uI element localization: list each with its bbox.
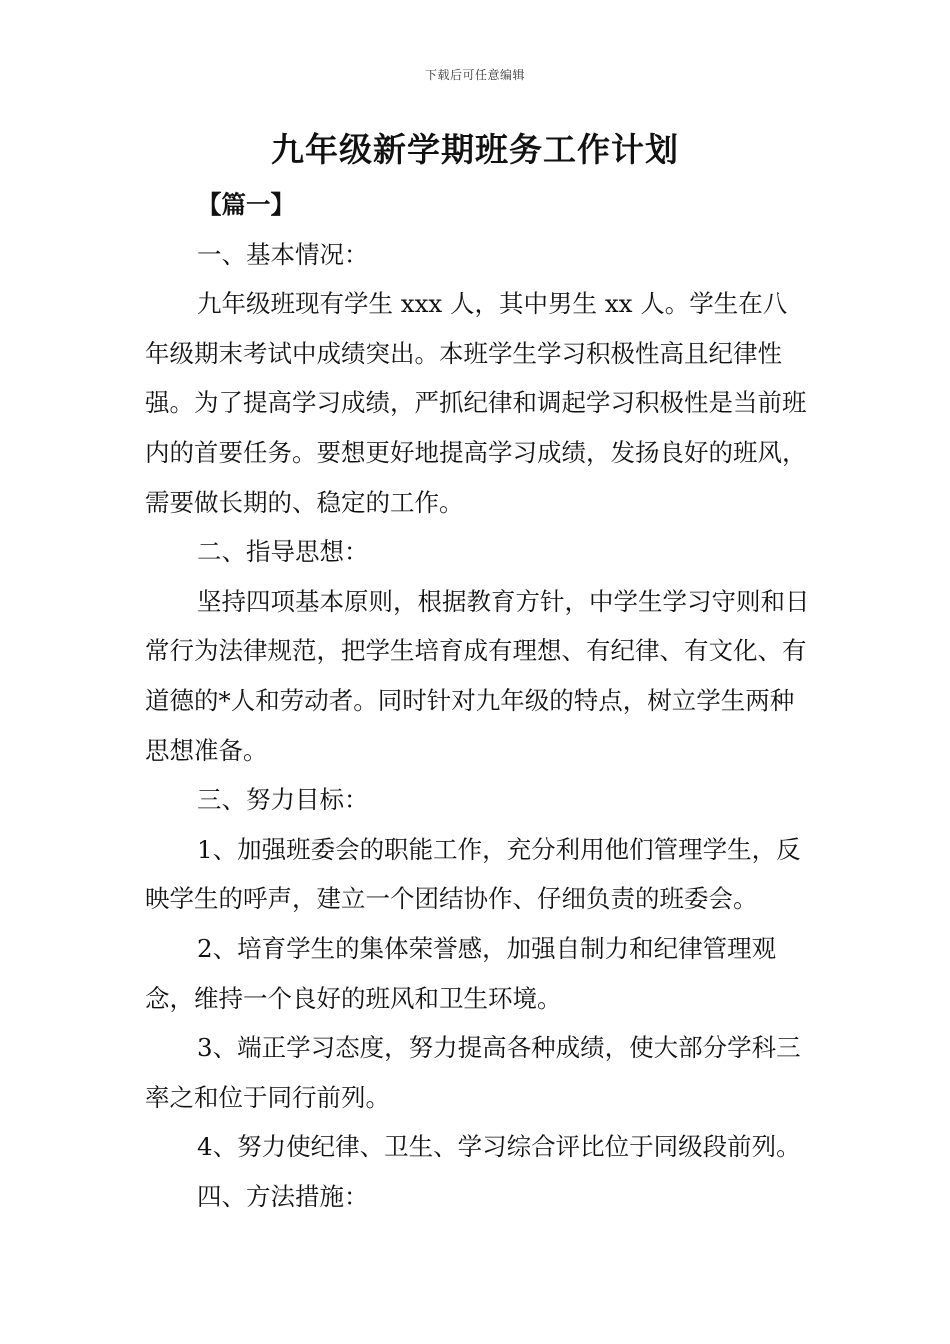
document-body bbox=[145, 180, 811, 1221]
section-heading-basic-situation: 一、基本情况： bbox=[197, 239, 369, 269]
goal-item-2: 2、培育学生的集体荣誉感，加强自制力和纪律管理观念，维持一个良好的班风和卫生环境。 bbox=[145, 933, 777, 1013]
goal-item-3: 3、端正学习态度，努力提高各种成绩，使大部分学科三率之和位于同行前列。 bbox=[145, 1033, 801, 1112]
goal-item-4: 4、努力使纪律、卫生、学习综合评比位于同级段前列。 bbox=[197, 1132, 801, 1162]
section-heading-methods: 四、方法措施： bbox=[197, 1181, 369, 1211]
chapter-label: 【篇一】 bbox=[197, 190, 295, 219]
header-note: 下载后可任意编辑 bbox=[424, 68, 525, 82]
document-title: 九年级新学期班务工作计划 bbox=[271, 130, 679, 169]
section-heading-guiding-ideology: 二、指导思想： bbox=[197, 537, 369, 567]
section-heading-goals: 三、努力目标： bbox=[197, 785, 369, 815]
goal-item-1: 1、加强班委会的职能工作，充分利用他们管理学生，反映学生的呼声，建立一个团结协作、仔细负责的班委会。 bbox=[145, 834, 801, 914]
paragraph-guiding-ideology: 坚持四项基本原则，根据教育方针，中学生学习守则和日常行为法律规范，把学生培育成有理想、有纪律、有文化、有道德的*人和劳动者。同时针对九年级的特点，树立学生两种思想准备。 bbox=[145, 586, 810, 765]
paragraph-basic-situation: 九年级班现有学生 xxx 人，其中男生 xx 人。学生在八年级期末考试中成绩突出。本班学生学习积极性高且纪律性强。为了提高学习成绩，严抓纪律和调起学习积极性是当前班内的首要任务。要想更好地提高学习成绩，发扬良好的班风，需要做长期的、稳定的工作。 bbox=[145, 289, 807, 517]
